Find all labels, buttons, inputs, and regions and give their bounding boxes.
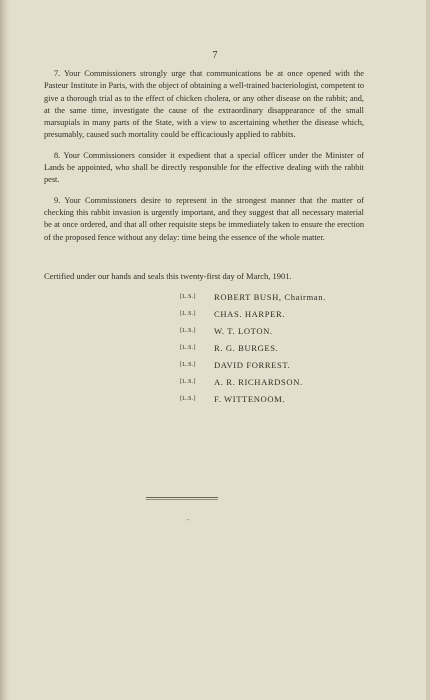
signatory-name: ROBERT BUSH, Chairman.: [214, 291, 326, 302]
paragraph-9: [44, 195, 364, 244]
seal-label: [L.S.]: [180, 395, 196, 402]
signature-row: [180, 288, 326, 305]
signatory-name: CHAS. HARPER.: [214, 308, 286, 319]
report-body: [44, 68, 364, 252]
footer-mark: -: [187, 515, 190, 524]
paragraph-8: [44, 150, 364, 187]
certification-line: Certified under our hands and seals this twenty-first day of March, 1901.: [44, 271, 292, 281]
signatory-name: A. R. RICHARDSON.: [214, 376, 303, 387]
signature-row: [180, 339, 326, 356]
signatory-name: F. WITTENOOM.: [214, 393, 286, 404]
divider-rule: [146, 499, 218, 500]
seal-label: [L.S.]: [180, 378, 196, 385]
paragraph-number: 9.: [54, 195, 61, 205]
signatory-name: W. T. LOTON.: [214, 325, 273, 336]
seal-label: [L.S.]: [180, 344, 196, 351]
paragraph-7: [44, 68, 364, 142]
page-number: 7: [212, 50, 218, 61]
signatory-name: R. G. BURGES.: [214, 342, 279, 353]
paragraph-text: Your Commissioners strongly urge that communications be at once opened with the Pasteur Institute in Paris, with the object of obtaining a well-trained bacteriologist, competent to give a thorough trial as to the effect of chicken cholera, or any other disease on the rabbit; and, at the same time, investigate the cause of the extraordinary disappearance of the small marsupials in many parts of the State, with a view to ascertaining whether the disease which, presumably, caused such mortality could be efficaciously applied to rabbits.: [44, 69, 364, 140]
seal-label: [L.S.]: [180, 293, 196, 300]
signatory-name: DAVID FORREST.: [214, 359, 291, 370]
divider-rule: [146, 497, 218, 498]
signature-row: [180, 373, 326, 390]
binding-edge: [0, 0, 10, 700]
paragraph-text: Your Commissioners consider it expedient that a special officer under the Minister of Lands be appointed, who shall be directly responsible for the effective dealing with the rabbit pest.: [44, 150, 364, 185]
seal-label: [L.S.]: [180, 310, 196, 317]
signature-row: [180, 356, 326, 373]
seal-label: [L.S.]: [180, 361, 196, 368]
paragraph-text: Your Commissioners desire to represent in the strongest manner that the matter of checking this rabbit invasion is urgently important, and they suggest that all necessary material be at once ordered, and that all other requisite steps be immediately taken to ensure the erection of the proposed fence without any delay: time being the essence of the whole matter.: [44, 195, 364, 242]
paragraph-number: 8.: [54, 150, 61, 160]
paragraph-number: 7.: [54, 69, 61, 78]
seal-label: [L.S.]: [180, 327, 196, 334]
signature-row: [180, 305, 326, 322]
signature-row: [180, 390, 326, 407]
page-edge: [426, 0, 430, 700]
signature-block: [180, 288, 326, 407]
signature-row: [180, 322, 326, 339]
